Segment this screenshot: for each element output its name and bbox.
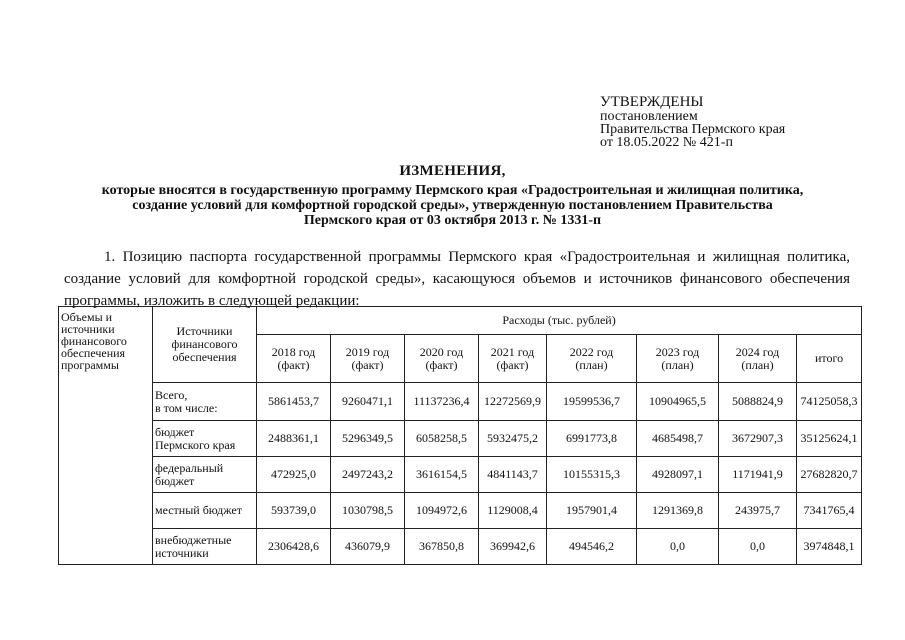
year-kind: (факт) bbox=[496, 357, 529, 372]
row-label bbox=[153, 421, 257, 457]
subtitle-line-3: Пермского края от 03 октября 2013 г. № 1331-п bbox=[303, 213, 602, 228]
total-cell: 3974848,1 bbox=[797, 529, 862, 565]
year-header-cell bbox=[331, 335, 405, 383]
table-row-federal-budget bbox=[59, 457, 862, 493]
value-cell: 3616154,5 bbox=[405, 457, 479, 493]
year-kind: (факт) bbox=[351, 357, 384, 372]
year-kind: (план) bbox=[575, 357, 608, 372]
value-cell: 6058258,5 bbox=[405, 421, 479, 457]
total-cell: 27682820,7 bbox=[797, 457, 862, 493]
value-cell: 436079,9 bbox=[331, 529, 405, 565]
value-cell: 593739,0 bbox=[257, 493, 331, 529]
row-label-line1: местный бюджет bbox=[155, 503, 242, 517]
value-cell: 5088824,9 bbox=[719, 383, 797, 421]
year-label: 2021 год bbox=[490, 344, 535, 359]
subtitle-line-2: создание условий для комфортной городской среды», утвержденную постановлением Правительства bbox=[132, 198, 773, 213]
row-label-line1: федеральный bbox=[155, 460, 224, 475]
value-cell: 5861453,7 bbox=[257, 383, 331, 421]
row-label-line2: в том числе: bbox=[155, 400, 218, 415]
header-row-expenses bbox=[59, 307, 862, 335]
row-label bbox=[153, 457, 257, 493]
year-label: 2019 год bbox=[345, 344, 390, 359]
approval-heading: УТВЕРЖДЕНЫ bbox=[600, 94, 704, 110]
value-cell: 5932475,2 bbox=[479, 421, 547, 457]
value-cell: 1171941,9 bbox=[719, 457, 797, 493]
expenses-header-cell: Расходы (тыс. рублей) bbox=[257, 307, 862, 335]
value-cell: 11137236,4 bbox=[405, 383, 479, 421]
value-cell: 1957901,4 bbox=[547, 493, 637, 529]
year-header-cell bbox=[405, 335, 479, 383]
value-cell: 10155315,3 bbox=[547, 457, 637, 493]
value-cell: 2306428,6 bbox=[257, 529, 331, 565]
year-label: 2022 год bbox=[569, 344, 614, 359]
value-cell: 0,0 bbox=[719, 529, 797, 565]
value-cell: 4685498,7 bbox=[637, 421, 719, 457]
row-label-line1: бюджет bbox=[155, 424, 195, 439]
year-header-cell bbox=[257, 335, 331, 383]
value-cell: 0,0 bbox=[637, 529, 719, 565]
value-cell: 12272569,9 bbox=[479, 383, 547, 421]
value-cell: 1291369,8 bbox=[637, 493, 719, 529]
approval-line-government: Правительства Пермского края bbox=[600, 122, 786, 137]
value-cell: 1129008,4 bbox=[479, 493, 547, 529]
sources-header-cell: Источники финансового обеспечения bbox=[153, 307, 257, 383]
total-cell: 74125058,3 bbox=[797, 383, 862, 421]
value-cell: 2488361,1 bbox=[257, 421, 331, 457]
year-label: 2018 год bbox=[271, 344, 316, 359]
value-cell: 6991773,8 bbox=[547, 421, 637, 457]
table-row-extrabudgetary bbox=[59, 529, 862, 565]
row-label-line1: Всего, bbox=[155, 387, 188, 402]
total-cell: 7341765,4 bbox=[797, 493, 862, 529]
year-kind: (план) bbox=[661, 357, 694, 372]
approval-line-decree: постановлением bbox=[600, 109, 698, 124]
value-cell: 19599536,7 bbox=[547, 383, 637, 421]
year-label: 2023 год bbox=[655, 344, 700, 359]
year-header-cell bbox=[719, 335, 797, 383]
year-header-cell bbox=[547, 335, 637, 383]
value-cell: 494546,2 bbox=[547, 529, 637, 565]
paragraph-text: 1. Позицию паспорта государственной программы Пермского края «Градостроительная и жилищная политика, создание условий для комфортной городской среды», касающуюся объемов и источников финансового обеспечения программы, изложить в следующей редакции: bbox=[64, 249, 850, 309]
row-label-line1: внебюджетные bbox=[155, 532, 232, 547]
value-cell: 9260471,1 bbox=[331, 383, 405, 421]
volumes-header-cell: Объемы и источники финансового обеспечения программы bbox=[59, 307, 153, 565]
value-cell: 472925,0 bbox=[257, 457, 331, 493]
row-label-line2: Пермского края bbox=[155, 437, 236, 452]
subtitle-line-1: которые вносятся в государственную программу Пермского края «Градостроительная и жилищная политика, bbox=[101, 183, 804, 198]
paragraph-1 bbox=[64, 246, 850, 312]
row-label bbox=[153, 383, 257, 421]
year-label: 2024 год bbox=[735, 344, 780, 359]
row-label-line2: бюджет bbox=[155, 473, 195, 488]
year-kind: (факт) bbox=[277, 357, 310, 372]
value-cell: 367850,8 bbox=[405, 529, 479, 565]
table-row-total bbox=[59, 383, 862, 421]
value-cell: 10904965,5 bbox=[637, 383, 719, 421]
value-cell: 369942,6 bbox=[479, 529, 547, 565]
value-cell: 4841143,7 bbox=[479, 457, 547, 493]
total-cell: 35125624,1 bbox=[797, 421, 862, 457]
value-cell: 5296349,5 bbox=[331, 421, 405, 457]
year-label: 2020 год bbox=[419, 344, 464, 359]
row-label bbox=[153, 529, 257, 565]
year-kind: (факт) bbox=[425, 357, 458, 372]
row-label bbox=[153, 493, 257, 529]
value-cell: 4928097,1 bbox=[637, 457, 719, 493]
row-label-line2: источники bbox=[155, 545, 209, 560]
approval-line-date: от 18.05.2022 № 421-п bbox=[600, 135, 733, 150]
document-subtitle bbox=[40, 183, 865, 228]
table-row-local-budget bbox=[59, 493, 862, 529]
value-cell: 3672907,3 bbox=[719, 421, 797, 457]
value-cell: 1094972,6 bbox=[405, 493, 479, 529]
approval-block bbox=[600, 94, 785, 149]
document-title: ИЗМЕНЕНИЯ, bbox=[399, 163, 506, 179]
value-cell: 1030798,5 bbox=[331, 493, 405, 529]
financing-table bbox=[58, 306, 862, 565]
year-header-cell bbox=[479, 335, 547, 383]
value-cell: 243975,7 bbox=[719, 493, 797, 529]
value-cell: 2497243,2 bbox=[331, 457, 405, 493]
total-header-cell: итого bbox=[797, 335, 862, 383]
table-row-regional-budget bbox=[59, 421, 862, 457]
year-header-cell bbox=[637, 335, 719, 383]
year-kind: (план) bbox=[741, 357, 774, 372]
